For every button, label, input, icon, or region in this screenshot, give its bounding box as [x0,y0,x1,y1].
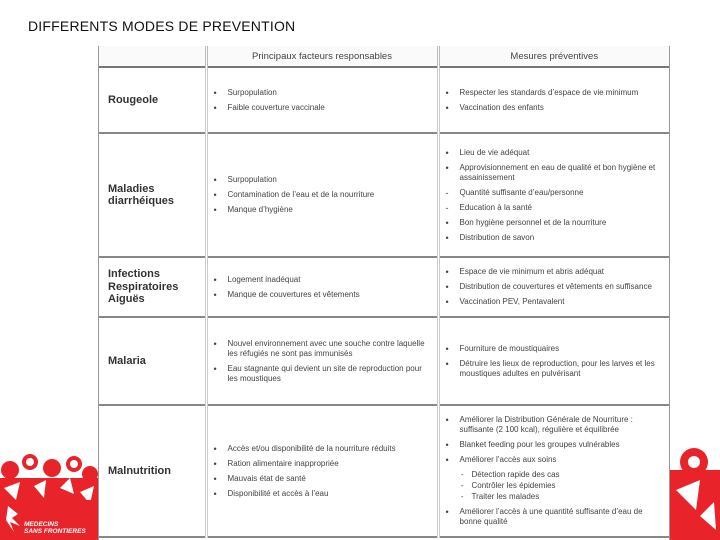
header-empty [99,46,206,67]
table-row [99,67,669,133]
list-item-text: Nouvel environnement avec une souche contre laquelle les réfugiés ne sont pas immunisés [227,338,425,358]
list-item [208,275,437,285]
list-item [440,188,670,198]
bullet-marker: • [445,440,449,450]
bullet-marker: • [445,147,449,158]
list-item-text: Espace de vie minimum et abris adéquat [459,267,605,276]
dash-marker: - [460,481,464,490]
prevention-table [98,46,670,540]
list-item [440,282,670,292]
dash-marker: - [460,492,464,501]
list-item-text: Education à la santé [459,202,532,212]
list-item [440,455,670,465]
list-item-text: Améliorer l’accès aux soins [459,455,557,464]
list-item-text: Distribution de savon [459,232,535,242]
list-item-text: Bon hygiène personnel et de la nourriture [459,217,607,227]
list-item [440,103,670,113]
bullet-marker: • [213,102,217,113]
disease-name-line: Aiguës [108,293,145,306]
list-item [208,474,437,484]
list-item [208,339,437,359]
list-item [440,415,670,435]
factors-cell [206,133,438,257]
bullet-marker: • [445,455,449,465]
factors-cell [206,317,438,405]
disease-name-line: Malaria [108,354,146,367]
table-row [99,133,669,257]
list-item [440,507,670,527]
list-item-text: Ration alimentaire inappropriée [227,458,339,468]
list-item [440,88,670,98]
msf-logo-text: MEDECINS SANS FRONTIERES [24,521,86,535]
factors-cell [206,257,438,317]
bullet-marker: • [213,488,217,499]
list-item [208,205,437,215]
list-item [440,218,670,228]
sub-list-item-text: Contrôler les épidemies [471,481,556,490]
bullet-marker: • [213,205,217,215]
list-item-text: Respecter les standards d’espace de vie minimum [459,87,639,97]
list-item [208,175,437,185]
list-item-text: Quantité suffisante d’eau/personne [459,187,584,197]
disease-name-line: Malnutrition [108,464,171,477]
bullet-marker: • [445,162,449,173]
disease-cell [99,67,206,133]
list-item-text: Vaccination des enfants [459,102,544,112]
header-factors: Principaux facteurs responsables [206,46,438,67]
bullet-marker: • [213,473,217,484]
dash-marker: - [460,470,464,479]
table-row [99,257,669,317]
list-item [208,364,437,384]
list-item [208,459,437,469]
measures-cell [438,317,669,405]
disease-name-line: diarrhéiques [108,195,175,207]
bullet-marker: • [445,102,449,113]
list-item [440,267,670,277]
disease-cell [99,317,206,405]
table-header-row [99,46,669,67]
sub-list-item [440,492,670,502]
list-item-text: Disponibilité et accès à l’eau [227,488,329,498]
list-item [440,148,670,158]
disease-name-line: Infections [108,268,160,281]
table-row [99,405,669,537]
bullet-marker: • [445,507,449,517]
bullet-marker: • [213,175,217,185]
bullet-marker: • [445,87,449,98]
disease-name-line: Respiratoires [108,280,179,293]
list-item-text: Vaccination PEV, Pentavalent [459,297,565,306]
bullet-marker: • [445,232,449,243]
list-item-text: Logement inadéquat [227,274,301,284]
bullet-marker: • [445,415,449,425]
list-item [440,163,670,183]
bullet-marker: • [445,343,449,354]
bullet-marker: • [213,87,217,98]
list-item [208,190,437,200]
list-item [440,297,670,307]
bullet-marker: • [213,458,217,469]
bullet-marker: • [445,297,449,307]
list-item [208,290,437,300]
list-item [208,489,437,499]
bullet-marker: • [445,282,449,292]
disease-cell [99,405,206,537]
list-item-text: Accès et/ou disponibilité de la nourriture réduits [227,443,396,453]
list-item-text: Mauvais état de santé [227,473,306,483]
list-item [208,88,437,98]
list-item [440,440,670,450]
list-item-text: Surpopulation [227,87,277,97]
list-item-text: Manque de couvertures et vêtements [227,289,360,299]
sub-list-item [440,470,670,480]
bullet-marker: • [213,363,217,374]
factors-cell [206,405,438,537]
bullet-marker: • [213,338,217,349]
list-item [440,203,670,213]
list-item-text: Améliorer l’accès à une quantité suffisante d’eau de bonne qualité [459,507,643,526]
disease-name-line: Maladies [108,182,155,195]
list-item [440,233,670,243]
list-item-text: Eau stagnante qui devient un site de reproduction pour les moustiques [227,363,422,383]
decorative-figure-illustration [670,440,720,540]
list-item [440,359,670,379]
sub-list-item-text: Traiter les malades [471,492,540,501]
disease-name-line: Rougeole [108,93,159,106]
list-item-text: Détruire les lieux de reproduction, pour les larves et les moustiques adultes en pulvérisant [459,358,655,378]
sub-list-item-text: Détection rapide des cas [471,470,560,479]
list-item [208,444,437,454]
bullet-marker: • [213,190,217,200]
bullet-marker: • [445,267,449,277]
list-item-text: Manque d’hygiène [227,205,293,214]
measures-cell [438,405,669,537]
list-item-text: Faible couverture vaccinale [227,102,325,112]
measures-cell [438,133,669,257]
list-item-text: Approvisionnement en eau de qualité et bon hygiène et assainissement [459,162,656,182]
list-item-text: Lieu de vie adéquat [459,147,530,157]
measures-cell [438,257,669,317]
bullet-marker: • [445,217,449,228]
bullet-marker: • [213,274,217,285]
list-item-text: Distribution de couvertures et vêtements en suffisance [459,282,652,291]
disease-cell [99,257,206,317]
disease-cell [99,133,206,257]
list-item-text: Fourniture de moustiquaires [459,343,560,353]
list-item [440,344,670,354]
factors-cell [206,67,438,133]
bullet-marker: - [445,202,449,213]
list-item-text: Améliorer la Distribution Générale de Nourriture : suffisante (2 100 kcal), régulière et équilibrée [459,415,633,434]
list-item-text: Contamination de l’eau et de la nourriture [227,190,375,199]
header-measures: Mesures préventives [438,46,669,67]
bullet-marker: - [445,187,449,198]
measures-cell [438,67,669,133]
list-item-text: Surpopulation [227,175,277,184]
list-item-text: Blanket feeding pour les groupes vulnérables [459,440,620,449]
bullet-marker: • [213,289,217,300]
list-item [208,103,437,113]
slide-title: DIFFERENTS MODES DE PREVENTION [28,18,296,34]
sub-list-item [440,481,670,491]
bullet-marker: • [445,358,449,369]
bullet-marker: • [213,443,217,454]
table-row [99,317,669,405]
